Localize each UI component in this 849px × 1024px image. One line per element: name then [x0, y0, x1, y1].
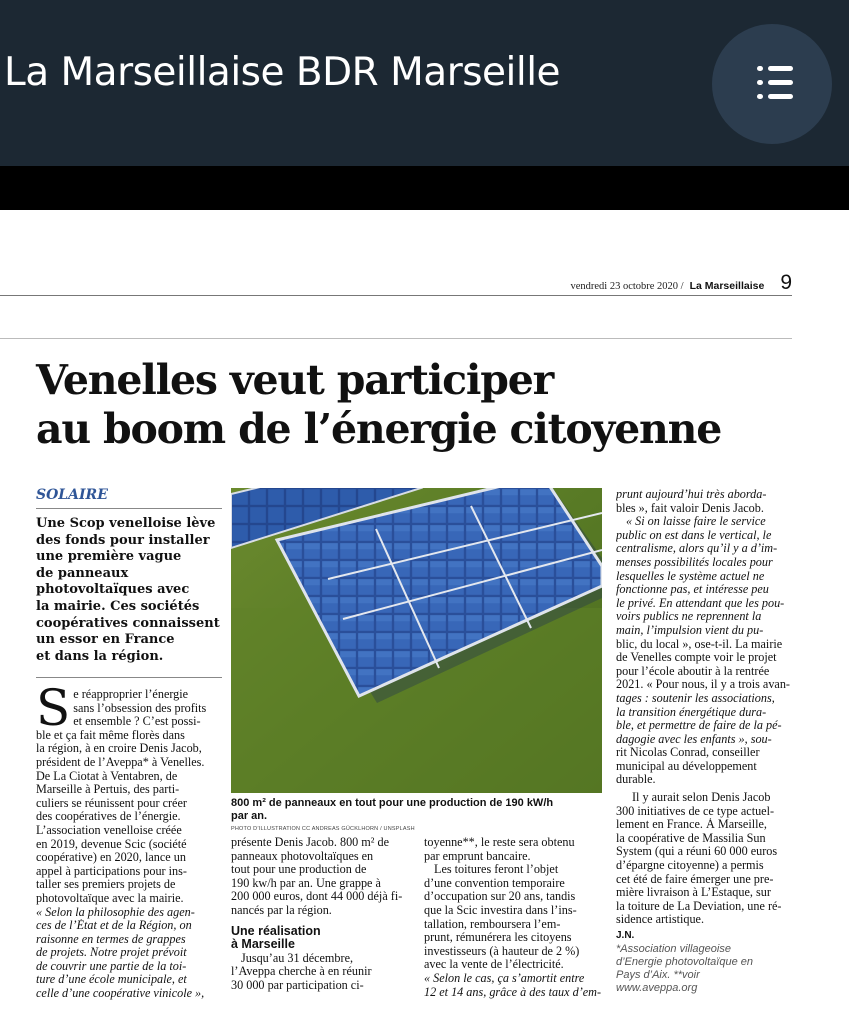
publication-name: La Marseillaise [689, 280, 765, 292]
header-band [0, 166, 849, 210]
article-footnote: *Association villageoise d’Energie photovoltaïque en Pays d’Aix. **voir www.aveppa.org [616, 942, 753, 995]
page-info [570, 271, 792, 295]
article-kicker: SOLAIRE [36, 487, 108, 503]
drop-cap: S [36, 679, 71, 737]
page-date: vendredi 23 octobre 2020 / [570, 281, 684, 292]
article-headline: Venelles veut participer au boom de l’énergie citoyenne [36, 356, 722, 453]
article-photo [231, 488, 602, 793]
page-rule [0, 338, 792, 339]
author-signature: J.N. [616, 930, 635, 941]
page-number: 9 [780, 271, 792, 294]
article-standfirst: Une Scop venelloise lève des fonds pour installer une première vague de panneaux photovoltaïques avec la mairie. Ces sociétés coopératives connaissent un essor en France et dans la région. [36, 516, 220, 664]
page-rule [0, 295, 792, 296]
app-header [0, 0, 849, 166]
article-column-1: S e réapproprier l’énergie sans l’obsession des profits et ensemble ? C’est possi- ble et ça fait même florès dans la région, à en croire Denis Jacob, président de l’Aveppa* à Venelles. De La Ciotat à Ventabren, de Marseille à Pertuis, des parti- culiers se réunissent pour créer des coopératives de l’énergie. L’association venelloise créée en 2019, devenue Scic (société coopérative) en 2020, lance un appel à participations pour ins- taller ses premiers projets de photovoltaïque avec la mairie. « Selon la philosophie des agen- ces de l’État et de la Région, on raisonne en termes de grappes de projets. Notre projet prévoit de couvrir une partie de la toi- ture d’une école municipale, et celle d’une coopérative vinicole », [36, 679, 207, 1001]
menu-button[interactable] [712, 24, 832, 144]
photo-credit: PHOTO D’ILLUSTRATION CC ANDREAS GÜCKLHORN / UNSPLASH [231, 826, 415, 833]
site-title[interactable]: La Marseillaise BDR Marseille [4, 50, 561, 95]
kicker-rule [36, 508, 222, 509]
solar-panels-illustration [231, 488, 602, 793]
standfirst-rule [36, 677, 222, 678]
menu-list-icon [757, 66, 793, 100]
article-subhead: Une réalisation à Marseille [231, 923, 321, 952]
article-column-4: prunt aujourd’hui très aborda- bles », fait valoir Denis Jacob. « Si on laisse faire le service public on est dans le vertical, le centralisme, alors qu’il y a d’im- menses possibilités locales pour lesquelles le système actuel ne fonctionne pas, et intéresse peu le privé. En attendant que les pou- voirs publics ne reprennent la main, l’impulsion vient du pu- blic, du local », ose-t-il. La mairie de Venelles compte voir le projet pour l’école aboutir à la rentrée 2021. « Pour nous, il y a trois avan- tages : soutenir les associations, la transition énergétique dura- ble, et permettre de faire de la pé- dagogie avec les enfants », sou- rit Nicolas Conrad, conseiller municipal au développement durable. Il y aurait selon Denis Jacob 300 initiatives de ce type actuel- lement en France. À Marseille, la coopérative de Massilia Sun System (qui a réuni 60 000 euros d’épargne citoyenne) a permis cet été de faire émerger une pre- mière livraison à L’Estaque, sur la toiture de La Deviation, une ré- sidence artistique. J.N. *Association villageoise d’Energie photovoltaïque en Pays d’Aix. **voir www.aveppa.org [616, 488, 794, 996]
article-column-2: présente Denis Jacob. 800 m² de panneaux photovoltaïques en tout pour une production de 190 kw/h par an. Une grappe à 200 000 euros, dont 44 000 déjà fi- nancés par la région. Une réalisation à Marseille Jusqu’au 31 décembre, l’Aveppa cherche à en réunir 30 000 par participation ci- [231, 836, 417, 992]
photo-caption: 800 m² de panneaux en tout pour une production de 190 kW/h par an. PHOTO D’ILLUSTRATION CC ANDREAS GÜCKLHORN / UNSPLASH [231, 797, 603, 837]
article-column-3: toyenne**, le reste sera obtenu par emprunt bancaire. Les toitures feront l’objet d’une convention temporaire d’occupation sur 20 ans, tandis que la Scic investira dans l’ins- tallation, remboursera l’em- prunt, rémunérera les citoyens investisseurs (à hauteur de 2 %) avec la vente de l’électricité. « Selon le cas, ça s’amortit entre 12 et 14 ans, grâce à des taux d’em- [424, 836, 602, 999]
